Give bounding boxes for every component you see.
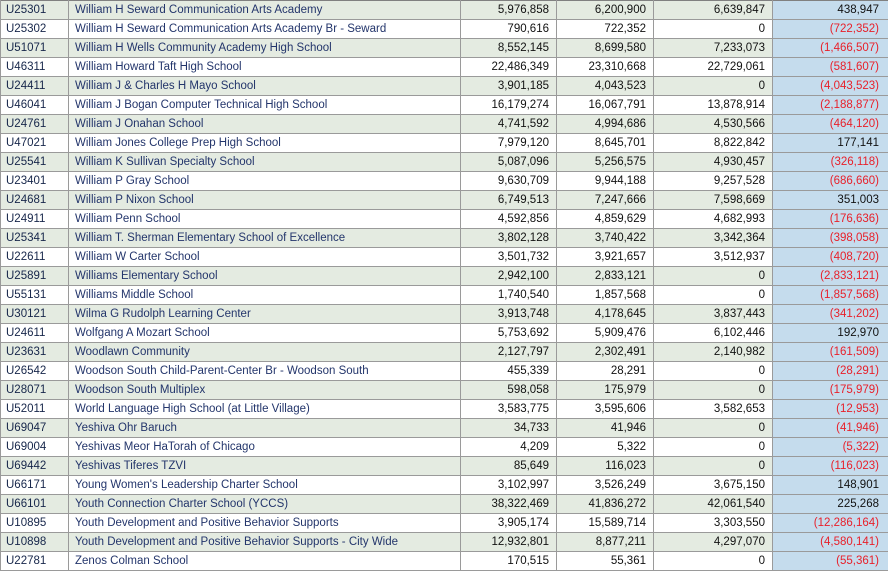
school-name-cell: Yeshivas Tiferes TZVI (69, 457, 461, 476)
school-name-cell: William J Onahan School (69, 115, 461, 134)
amount-3-cell: 3,582,653 (654, 400, 773, 419)
table-row[interactable] (1, 1, 888, 20)
variance-cell: (341,202) (773, 305, 888, 324)
amount-2-cell: 8,877,211 (557, 533, 654, 552)
amount-2-cell: 1,857,568 (557, 286, 654, 305)
school-name-cell: Woodlawn Community (69, 343, 461, 362)
amount-3-cell: 8,822,842 (654, 134, 773, 153)
table-row[interactable] (1, 514, 888, 533)
school-name-cell: Zenos Colman School (69, 552, 461, 571)
unit-code-cell: U46311 (1, 58, 69, 77)
table-row[interactable] (1, 115, 888, 134)
variance-cell: (12,953) (773, 400, 888, 419)
amount-2-cell: 175,979 (557, 381, 654, 400)
variance-cell: (5,322) (773, 438, 888, 457)
unit-code-cell: U24611 (1, 324, 69, 343)
variance-cell: (464,120) (773, 115, 888, 134)
table-row[interactable] (1, 77, 888, 96)
unit-code-cell: U23401 (1, 172, 69, 191)
amount-3-cell: 0 (654, 362, 773, 381)
unit-code-cell: U25541 (1, 153, 69, 172)
school-name-cell: William K Sullivan Specialty School (69, 153, 461, 172)
variance-cell: (116,023) (773, 457, 888, 476)
school-name-cell: Young Women's Leadership Charter School (69, 476, 461, 495)
variance-cell: 148,901 (773, 476, 888, 495)
unit-code-cell: U22781 (1, 552, 69, 571)
variance-cell: (175,979) (773, 381, 888, 400)
amount-3-cell: 2,140,982 (654, 343, 773, 362)
school-name-cell: Youth Development and Positive Behavior Supports (69, 514, 461, 533)
amount-2-cell: 722,352 (557, 20, 654, 39)
amount-2-cell: 3,740,422 (557, 229, 654, 248)
amount-3-cell: 0 (654, 267, 773, 286)
amount-3-cell: 22,729,061 (654, 58, 773, 77)
amount-1-cell: 3,913,748 (461, 305, 557, 324)
variance-cell: (12,286,164) (773, 514, 888, 533)
school-name-cell: William J & Charles H Mayo School (69, 77, 461, 96)
amount-3-cell: 6,102,446 (654, 324, 773, 343)
amount-3-cell: 0 (654, 419, 773, 438)
variance-cell: (4,580,141) (773, 533, 888, 552)
school-name-cell: Woodson South Multiplex (69, 381, 461, 400)
variance-cell: (398,058) (773, 229, 888, 248)
variance-cell: (2,833,121) (773, 267, 888, 286)
amount-2-cell: 3,526,249 (557, 476, 654, 495)
table-row[interactable] (1, 58, 888, 77)
table-row[interactable] (1, 438, 888, 457)
variance-cell: (55,361) (773, 552, 888, 571)
amount-1-cell: 170,515 (461, 552, 557, 571)
unit-code-cell: U51071 (1, 39, 69, 58)
amount-3-cell: 3,675,150 (654, 476, 773, 495)
school-name-cell: Williams Elementary School (69, 267, 461, 286)
table-row[interactable] (1, 248, 888, 267)
amount-2-cell: 7,247,666 (557, 191, 654, 210)
amount-1-cell: 790,616 (461, 20, 557, 39)
variance-cell: (41,946) (773, 419, 888, 438)
unit-code-cell: U66101 (1, 495, 69, 514)
amount-3-cell: 4,682,993 (654, 210, 773, 229)
school-name-cell: Wolfgang A Mozart School (69, 324, 461, 343)
amount-3-cell: 0 (654, 20, 773, 39)
amount-2-cell: 4,043,523 (557, 77, 654, 96)
amount-3-cell: 0 (654, 438, 773, 457)
amount-1-cell: 22,486,349 (461, 58, 557, 77)
table-row[interactable] (1, 20, 888, 39)
unit-code-cell: U52011 (1, 400, 69, 419)
unit-code-cell: U24681 (1, 191, 69, 210)
amount-2-cell: 15,589,714 (557, 514, 654, 533)
amount-1-cell: 4,209 (461, 438, 557, 457)
amount-2-cell: 2,833,121 (557, 267, 654, 286)
amount-1-cell: 3,501,732 (461, 248, 557, 267)
amount-2-cell: 5,909,476 (557, 324, 654, 343)
amount-3-cell: 0 (654, 381, 773, 400)
variance-cell: 225,268 (773, 495, 888, 514)
unit-code-cell: U24761 (1, 115, 69, 134)
amount-1-cell: 598,058 (461, 381, 557, 400)
unit-code-cell: U26542 (1, 362, 69, 381)
table-row[interactable] (1, 457, 888, 476)
amount-2-cell: 8,699,580 (557, 39, 654, 58)
variance-cell: (686,660) (773, 172, 888, 191)
unit-code-cell: U69442 (1, 457, 69, 476)
school-name-cell: Wilma G Rudolph Learning Center (69, 305, 461, 324)
variance-cell: (1,857,568) (773, 286, 888, 305)
table-row[interactable] (1, 39, 888, 58)
table-row[interactable] (1, 210, 888, 229)
amount-3-cell: 9,257,528 (654, 172, 773, 191)
amount-2-cell: 4,994,686 (557, 115, 654, 134)
amount-3-cell: 4,297,070 (654, 533, 773, 552)
table-row[interactable] (1, 305, 888, 324)
school-name-cell: William Jones College Prep High School (69, 134, 461, 153)
table-row[interactable] (1, 267, 888, 286)
variance-cell: (28,291) (773, 362, 888, 381)
table-row[interactable] (1, 172, 888, 191)
table-row[interactable] (1, 533, 888, 552)
amount-2-cell: 9,944,188 (557, 172, 654, 191)
amount-1-cell: 4,592,856 (461, 210, 557, 229)
unit-code-cell: U69047 (1, 419, 69, 438)
amount-1-cell: 5,087,096 (461, 153, 557, 172)
amount-2-cell: 41,946 (557, 419, 654, 438)
amount-3-cell: 0 (654, 77, 773, 96)
variance-cell: (722,352) (773, 20, 888, 39)
school-name-cell: William P Nixon School (69, 191, 461, 210)
amount-3-cell: 3,342,364 (654, 229, 773, 248)
table-row[interactable] (1, 400, 888, 419)
amount-1-cell: 16,179,274 (461, 96, 557, 115)
amount-1-cell: 9,630,709 (461, 172, 557, 191)
amount-2-cell: 4,178,645 (557, 305, 654, 324)
amount-2-cell: 8,645,701 (557, 134, 654, 153)
unit-code-cell: U24911 (1, 210, 69, 229)
school-name-cell: Youth Connection Charter School (YCCS) (69, 495, 461, 514)
table-row[interactable] (1, 96, 888, 115)
table-row[interactable] (1, 324, 888, 343)
unit-code-cell: U46041 (1, 96, 69, 115)
amount-2-cell: 55,361 (557, 552, 654, 571)
variance-cell: 192,970 (773, 324, 888, 343)
amount-1-cell: 8,552,145 (461, 39, 557, 58)
school-name-cell: World Language High School (at Little Village) (69, 400, 461, 419)
amount-3-cell: 0 (654, 286, 773, 305)
school-name-cell: Yeshivas Meor HaTorah of Chicago (69, 438, 461, 457)
amount-3-cell: 42,061,540 (654, 495, 773, 514)
amount-2-cell: 116,023 (557, 457, 654, 476)
amount-3-cell: 3,303,550 (654, 514, 773, 533)
amount-1-cell: 85,649 (461, 457, 557, 476)
amount-1-cell: 5,753,692 (461, 324, 557, 343)
table-body (1, 1, 888, 571)
amount-2-cell: 23,310,668 (557, 58, 654, 77)
amount-3-cell: 0 (654, 457, 773, 476)
school-name-cell: Youth Development and Positive Behavior Supports - City Wide (69, 533, 461, 552)
amount-1-cell: 3,102,997 (461, 476, 557, 495)
unit-code-cell: U55131 (1, 286, 69, 305)
amount-1-cell: 3,905,174 (461, 514, 557, 533)
amount-3-cell: 4,530,566 (654, 115, 773, 134)
amount-3-cell: 6,639,847 (654, 1, 773, 20)
unit-code-cell: U10895 (1, 514, 69, 533)
school-name-cell: Williams Middle School (69, 286, 461, 305)
amount-2-cell: 6,200,900 (557, 1, 654, 20)
amount-2-cell: 5,256,575 (557, 153, 654, 172)
amount-2-cell: 5,322 (557, 438, 654, 457)
table-row[interactable] (1, 419, 888, 438)
amount-1-cell: 6,749,513 (461, 191, 557, 210)
variance-cell: (326,118) (773, 153, 888, 172)
amount-2-cell: 3,921,657 (557, 248, 654, 267)
unit-code-cell: U30121 (1, 305, 69, 324)
amount-3-cell: 0 (654, 552, 773, 571)
amount-1-cell: 2,127,797 (461, 343, 557, 362)
amount-1-cell: 7,979,120 (461, 134, 557, 153)
amount-3-cell: 7,598,669 (654, 191, 773, 210)
school-name-cell: William W Carter School (69, 248, 461, 267)
unit-code-cell: U66171 (1, 476, 69, 495)
school-name-cell: William H Seward Communication Arts Academy Br - Seward (69, 20, 461, 39)
amount-3-cell: 13,878,914 (654, 96, 773, 115)
variance-cell: 351,003 (773, 191, 888, 210)
amount-2-cell: 2,302,491 (557, 343, 654, 362)
school-name-cell: William H Wells Community Academy High School (69, 39, 461, 58)
table-row[interactable] (1, 343, 888, 362)
school-name-cell: William Howard Taft High School (69, 58, 461, 77)
amount-1-cell: 2,942,100 (461, 267, 557, 286)
variance-cell: (1,466,507) (773, 39, 888, 58)
variance-cell: (4,043,523) (773, 77, 888, 96)
variance-cell: (2,188,877) (773, 96, 888, 115)
table-row[interactable] (1, 362, 888, 381)
variance-cell: 438,947 (773, 1, 888, 20)
amount-1-cell: 3,802,128 (461, 229, 557, 248)
amount-2-cell: 3,595,606 (557, 400, 654, 419)
unit-code-cell: U25301 (1, 1, 69, 20)
unit-code-cell: U10898 (1, 533, 69, 552)
unit-code-cell: U25891 (1, 267, 69, 286)
amount-1-cell: 1,740,540 (461, 286, 557, 305)
school-name-cell: William H Seward Communication Arts Academy (69, 1, 461, 20)
amount-2-cell: 28,291 (557, 362, 654, 381)
unit-code-cell: U23631 (1, 343, 69, 362)
school-name-cell: William Penn School (69, 210, 461, 229)
unit-code-cell: U28071 (1, 381, 69, 400)
variance-cell: (161,509) (773, 343, 888, 362)
amount-2-cell: 16,067,791 (557, 96, 654, 115)
amount-3-cell: 4,930,457 (654, 153, 773, 172)
unit-code-cell: U69004 (1, 438, 69, 457)
table-row[interactable] (1, 381, 888, 400)
school-name-cell: William T. Sherman Elementary School of Excellence (69, 229, 461, 248)
variance-cell: (408,720) (773, 248, 888, 267)
unit-code-cell: U25341 (1, 229, 69, 248)
amount-1-cell: 3,901,185 (461, 77, 557, 96)
amount-2-cell: 4,859,629 (557, 210, 654, 229)
amount-1-cell: 455,339 (461, 362, 557, 381)
amount-1-cell: 34,733 (461, 419, 557, 438)
school-name-cell: William J Bogan Computer Technical High School (69, 96, 461, 115)
table-row[interactable] (1, 153, 888, 172)
amount-1-cell: 12,932,801 (461, 533, 557, 552)
school-name-cell: William P Gray School (69, 172, 461, 191)
table-row[interactable] (1, 476, 888, 495)
unit-code-cell: U24411 (1, 77, 69, 96)
amount-1-cell: 4,741,592 (461, 115, 557, 134)
school-name-cell: Woodson South Child-Parent-Center Br - Woodson South (69, 362, 461, 381)
table-row[interactable] (1, 134, 888, 153)
amount-3-cell: 3,837,443 (654, 305, 773, 324)
amount-3-cell: 3,512,937 (654, 248, 773, 267)
table-row[interactable] (1, 552, 888, 571)
table-row[interactable] (1, 495, 888, 514)
variance-cell: (581,607) (773, 58, 888, 77)
unit-code-cell: U47021 (1, 134, 69, 153)
amount-1-cell: 3,583,775 (461, 400, 557, 419)
unit-code-cell: U22611 (1, 248, 69, 267)
table-row[interactable] (1, 191, 888, 210)
variance-cell: (176,636) (773, 210, 888, 229)
variance-cell: 177,141 (773, 134, 888, 153)
school-name-cell: Yeshiva Ohr Baruch (69, 419, 461, 438)
amount-1-cell: 38,322,469 (461, 495, 557, 514)
amount-3-cell: 7,233,073 (654, 39, 773, 58)
amount-1-cell: 5,976,858 (461, 1, 557, 20)
unit-code-cell: U25302 (1, 20, 69, 39)
table-row[interactable] (1, 286, 888, 305)
amount-2-cell: 41,836,272 (557, 495, 654, 514)
table-row[interactable] (1, 229, 888, 248)
